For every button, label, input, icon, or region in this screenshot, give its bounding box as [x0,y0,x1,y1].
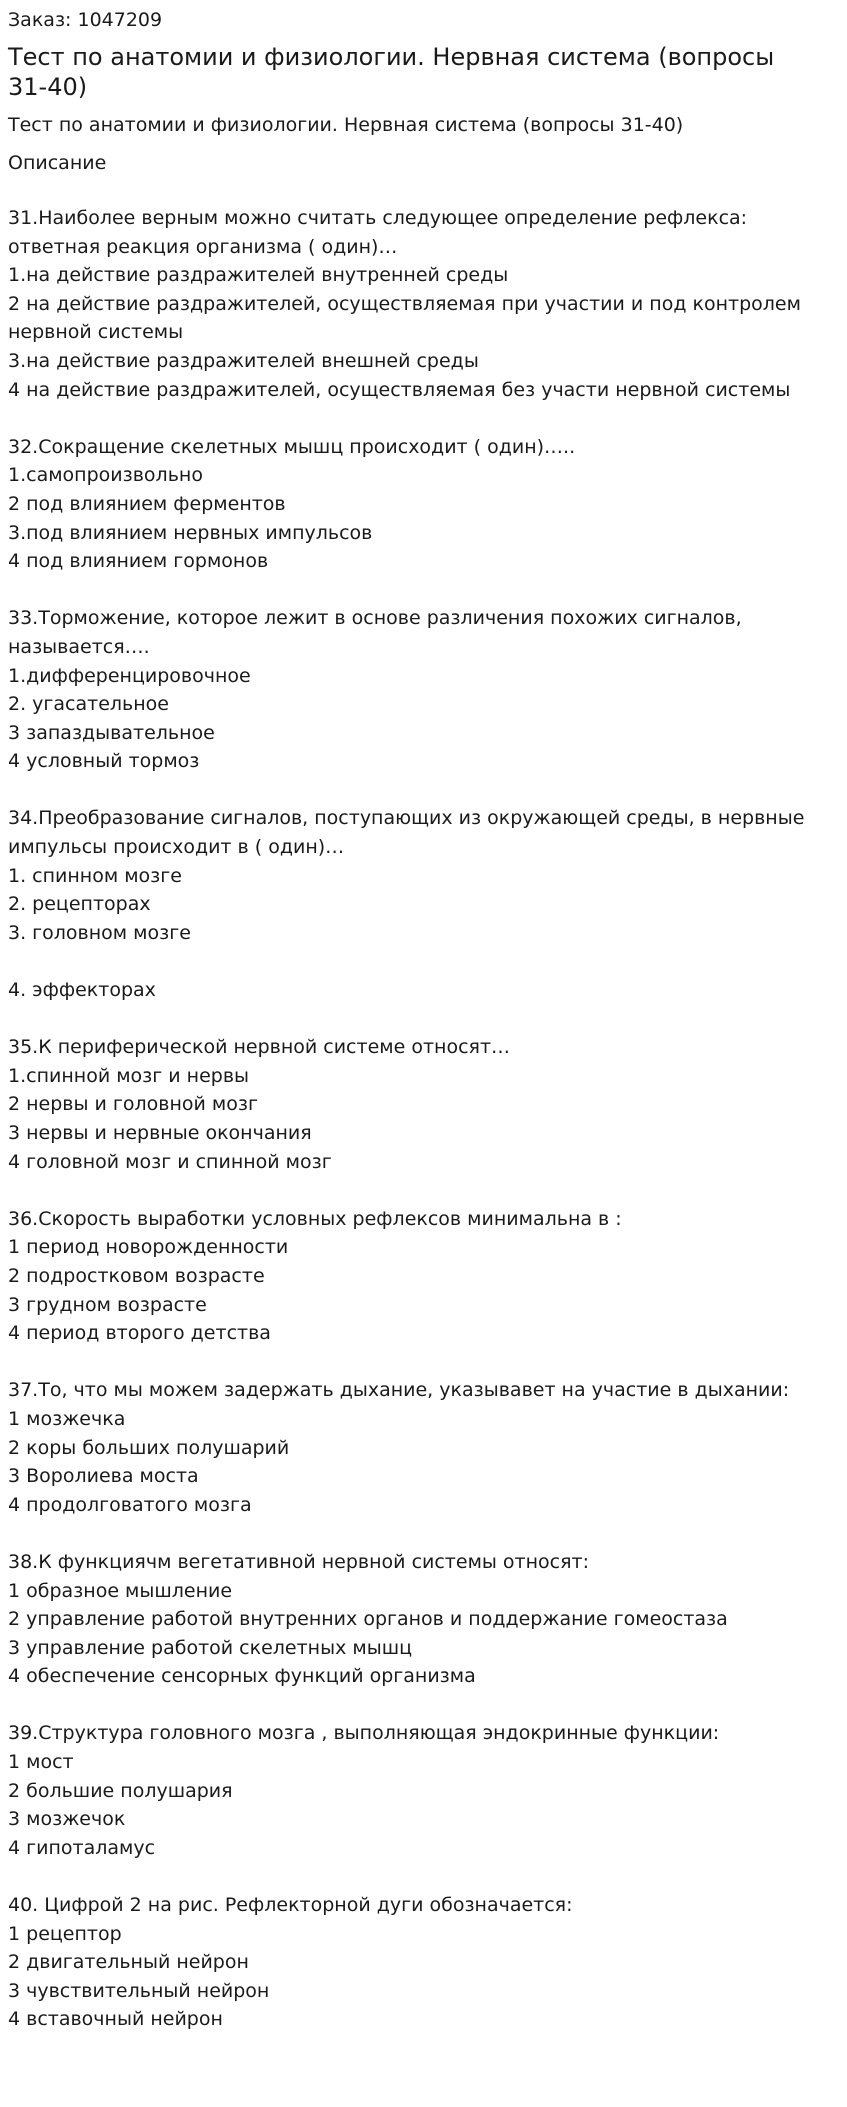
text-line: 36.Скорость выработки условных рефлексов минимальна в : [8,1207,622,1230]
text-line: называется…. [8,635,150,658]
blank-line [8,1862,839,1891]
text-line: 4. эффекторах [8,979,156,1002]
text-line: 4 на действие раздражителей, осуществляемая без участи нервной системы [8,378,791,401]
text-line: 2 нервы и головной мозг [8,1093,258,1116]
blank-line [8,776,839,805]
text-line: импульсы происходит в ( один)… [8,836,345,859]
text-line: 1 образное мышление [8,1579,233,1602]
text-line: 2 на действие раздражителей, осуществляемая при участии и под контролем [8,292,801,315]
text-line: 34.Преобразование сигналов, поступающих из окружающей среды, в нервные [8,807,805,830]
blank-line [8,1519,839,1548]
text-line: 1 рецептор [8,1922,122,1945]
text-line: 3 запаздывательное [8,721,215,744]
text-line: 4 продолговатого мозга [8,1493,252,1516]
text-line: 3 нервы и нервные окончания [8,1122,312,1144]
text-line: 2. угасательное [8,693,169,716]
blank-line [8,404,839,433]
text-line: 4 гипоталамус [8,1836,156,1859]
text-line: 1.спинной мозг и нервы [8,1064,250,1087]
text-line: 1. спинном мозге [8,864,182,887]
text-line: 3 грудном возрасте [8,1293,207,1316]
blank-line [8,1005,839,1034]
text-line: 35.К периферической нервной системе относят… [8,1036,511,1059]
text-line: 2 коры больших полушарий [8,1436,290,1459]
order-number: Заказ: 1047209 [8,9,163,31]
blank-line [8,947,839,976]
text-line: 4 под влиянием гормонов [8,550,269,573]
text-line: 37.То, что мы можем задержать дыхание, указывавет на участие в дыхании: [8,1379,790,1402]
blank-line [8,1348,839,1377]
text-line: 3 Воролиева моста [8,1465,199,1488]
text-line: 1 мост [8,1751,74,1774]
text-line: 3.под влиянием нервных импульсов [8,521,373,544]
text-line: 38.К функциячм вегетативной нервной системы относят: [8,1550,590,1573]
page-title: Тест по анатомии и физиологии. Нервная система (вопросы 31-40) [8,43,775,101]
text-line: нервной системы [8,321,184,344]
text-line: 1 мозжечка [8,1407,126,1430]
page-subtitle: Тест по анатомии и физиологии. Нервная система (вопросы 31-40) [8,114,684,136]
text-line: 4 условный тормоз [8,750,200,773]
text-line: 2 двигательный нейрон [8,1951,249,1974]
blank-line [8,1176,839,1205]
description-body [8,204,839,2034]
text-line: 40. Цифрой 2 на рис. Рефлекторной дуги обозначается: [8,1894,573,1917]
text-line: 33.Торможение, которое лежит в основе различения похожих сигналов, [8,607,742,630]
text-line: 32.Сокращение скелетных мышц происходит ( один)….. [8,435,576,458]
text-line: 39.Структура головного мозга , выполняющая эндокринные функции: [8,1722,720,1745]
blank-line [8,576,839,605]
text-line: 2 подростковом возрасте [8,1264,265,1287]
text-line: 1.самопроизвольно [8,464,203,487]
text-line: 31.Наиболее верным можно считать следующее определение рефлекса: [8,207,748,229]
text-line: 1.на действие раздражителей внутренней среды [8,264,509,287]
text-line: 2 большие полушария [8,1779,233,1802]
text-line: 3 чувствительный нейрон [8,1979,270,2002]
text-line: 3. головном мозге [8,921,191,944]
text-line: 1 период новорожденности [8,1236,289,1259]
text-line: ответная реакция организма ( один)… [8,235,398,258]
text-line: 4 головной мозг и спинной мозг [8,1150,332,1173]
blank-line [8,1691,839,1720]
text-line: 3.на действие раздражителей внешней среды [8,349,479,372]
description-label: Описание [8,152,107,174]
text-line: 3 управление работой скелетных мышц [8,1636,413,1659]
text-line: 3 мозжечок [8,1808,126,1831]
text-line: 4 период второго детства [8,1322,271,1345]
text-line: 4 вставочный нейрон [8,2008,223,2031]
text-line: 2. рецепторах [8,893,151,916]
text-line: 2 под влиянием ферментов [8,492,286,515]
text-line: 2 управление работой внутренних органов и поддержание гомеостаза [8,1608,728,1631]
text-line: 4 обеспечение сенсорных функций организма [8,1665,476,1688]
text-line: 1.дифференцировочное [8,664,251,687]
